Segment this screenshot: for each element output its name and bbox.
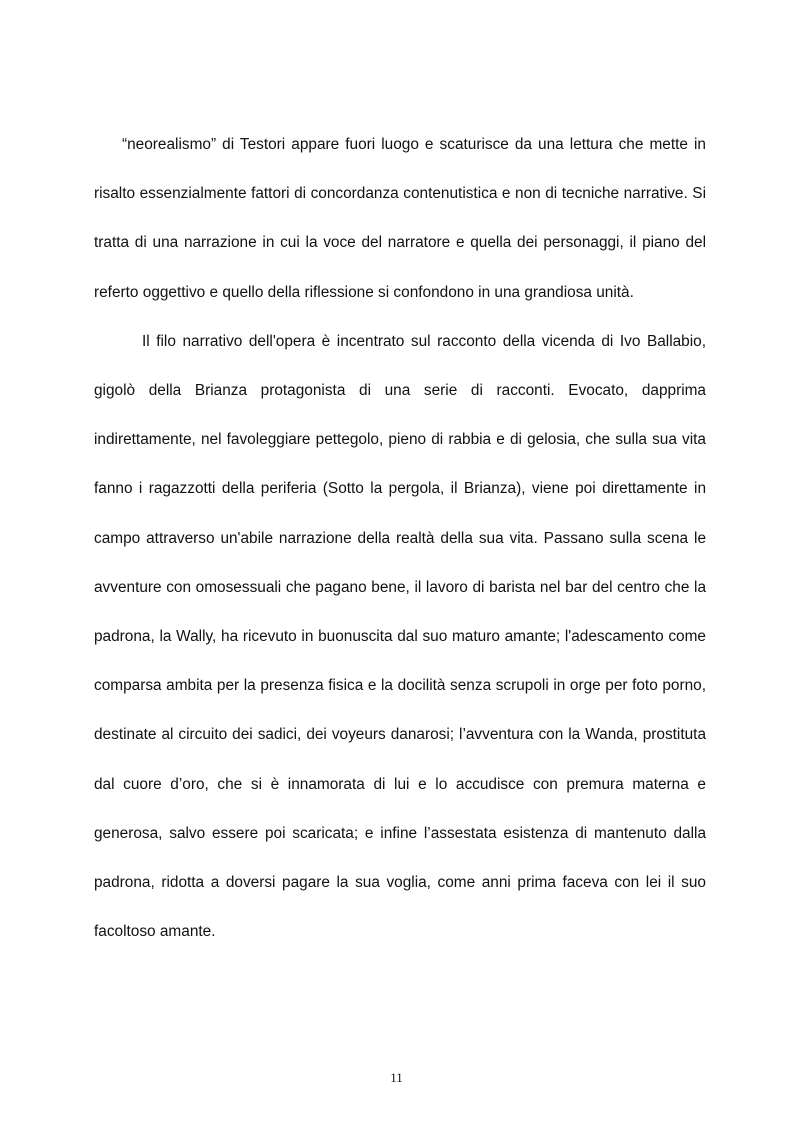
- page-body: [94, 120, 706, 956]
- page-number: 11: [390, 1070, 403, 1085]
- paragraph-2: Il filo narrativo dell'opera è incentrato sul racconto della vicenda di Ivo Ballabio, gigolò della Brianza protagonista di una serie di racconti. Evocato, dapprima indirettamente, nel favoleggiare pettegolo, pieno di rabbia e di gelosia, che sulla sua vita fanno i ragazzotti della periferia (Sotto la pergola, il Brianza), viene poi direttamente in campo attraverso un'abile narrazione della realtà della sua vita. Passano sulla scena le avventure con omosessuali che pagano bene, il lavoro di barista nel bar del centro che la padrona, la Wally, ha ricevuto in buonuscita dal suo maturo amante; l'adescamento come comparsa ambita per la presenza fisica e la docilità senza scrupoli in orge per foto porno, destinate al circuito dei sadici, dei voyeurs danarosi; l’avventura con la Wanda, prostituta dal cuore d’oro, che si è innamorata di lui e lo accudisce con premura materna e generosa, salvo essere poi scaricata; e infine l’assestata esistenza di mantenuto dalla padrona, ridotta a doversi pagare la sua voglia, come anni prima faceva con lei il suo facoltoso amante.: [94, 332, 706, 941]
- paragraph-1: “neorealismo” di Testori appare fuori luogo e scaturisce da una lettura che mette in risalto essenzialmente fattori di concordanza contenutistica e non di tecniche narrative. Si tratta di una narrazione in cui la voce del narratore e quella dei personaggi, il piano del referto oggettivo e quello della riflessione si confondono in una grandiosa unità.: [94, 136, 706, 301]
